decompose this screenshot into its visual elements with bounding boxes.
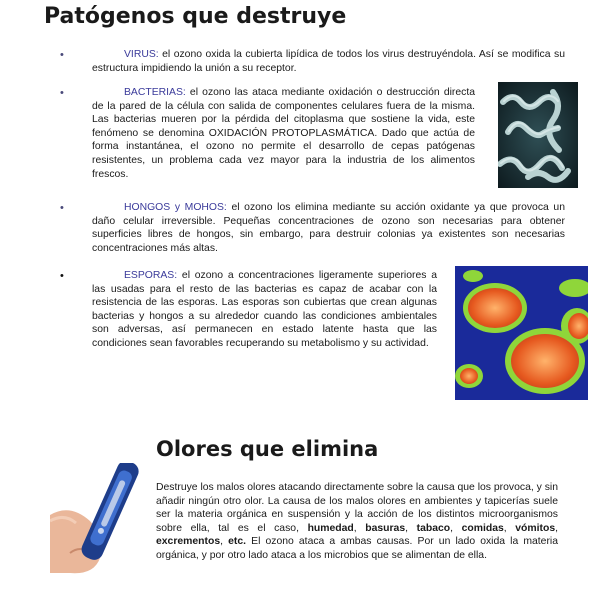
bacteria-image	[498, 82, 578, 188]
odor-etc: etc.	[228, 536, 247, 548]
paragraph-virus	[92, 48, 565, 75]
section-title-odors: Olores que elimina	[156, 437, 379, 461]
odor-excrementos: excrementos	[156, 536, 221, 548]
odor-comidas: comidas	[461, 522, 504, 534]
paragraph-bacterias	[92, 86, 475, 181]
nose-ozone-image	[50, 463, 143, 578]
bullet-bacterias: •	[60, 87, 64, 99]
bullet-hongos: •	[60, 202, 64, 214]
section-title-pathogens: Patógenos que destruye	[44, 4, 347, 29]
odors-text-intro: Destruye los malos olores atacando directamente sobre la causa que los provoca, y sin añadir ningún otro olor. La causa de los malos olores en ambientes y tapicerías suele ser la materia orgánica en suspensión y la acción de los distintos microorganismos sobre ella, tal es el caso,	[156, 482, 558, 534]
text-bacterias: el ozono las ataca mediante oxidación o destrucción directa de la pared de la célula con salida de componentes celulares fuera de la misma. Las bacterias mueren por la pérdida del citoplasma que sostiene la vida, este fenómeno se denomina OXIDACIÓN PROTOPLASMÁTICA. Dado que actúa de forma instantánea, el ozono no permite el desarrollo de cepas patógenas resistentes, un problema cada vez mayor para la industria de los alimentos frescos.	[92, 87, 475, 180]
odors-text-end: El ozono ataca a ambas causas. Por un lado oxida la materia orgánica, y por otro lado ataca a los microbios que se alimentan de ella.	[156, 536, 558, 561]
spores-micrograph-icon	[455, 266, 588, 400]
paragraph-hongos	[92, 201, 565, 255]
bullet-virus: •	[60, 49, 64, 61]
term-bacterias: BACTERIAS:	[124, 87, 186, 98]
text-virus: el ozono oxida la cubierta lipídica de todos los virus destruyéndola. Así se modifica su estructura impidiendo la unión a su receptor.	[92, 49, 565, 74]
paragraph-esporas	[92, 269, 437, 351]
spores-image	[455, 266, 588, 400]
term-esporas: ESPORAS:	[124, 270, 178, 281]
text-esporas: el ozono a concentraciones ligeramente superiores a las usadas para el resto de las bacterias es capaz de acabar con la resistencia de las esporas. Las esporas son cubiertas que crean algunas bacterias y hongos a su alrededor cuando las condiciones ambientales son adversas, así permanecen en estado latente hasta que las condiciones sean favorables recuperando su metabolismo y su actividad.	[92, 270, 437, 349]
odor-tabaco: tabaco	[416, 522, 451, 534]
odor-vomitos: vómitos	[515, 522, 556, 534]
bacteria-micrograph-icon	[498, 82, 578, 188]
odor-humedad: humedad	[307, 522, 354, 534]
bullet-esporas: •	[60, 270, 64, 282]
odor-basuras: basuras	[365, 522, 406, 534]
term-hongos: HONGOS y MOHOS:	[124, 202, 227, 213]
nose-device-icon	[50, 463, 143, 578]
term-virus: VIRUS:	[124, 49, 159, 60]
paragraph-odors: Destruye los malos olores atacando directamente sobre la causa que los provoca, y sin añadir ningún otro olor. La causa de los malos olores en ambientes y tapicerías suele ser la materia orgánica en suspensión y la acción de los distintos microorganismos sobre ella, tal es el caso, humedad, basuras, tabaco, comidas, vómitos, excrementos, etc. El ozono ataca a ambas causas. Por un lado oxida la materia orgánica, y por otro lado ataca a los microbios que se alimentan de ella.	[156, 482, 558, 561]
text-hongos: el ozono los elimina mediante su acción oxidante ya que provoca un daño celular irreversible. Pequeñas concentraciones de ozono son necesarias para obtener superficies libres de hongos, sin embargo, para destruir colonias ya existentes son necesarias concentraciones más altas.	[92, 202, 565, 254]
